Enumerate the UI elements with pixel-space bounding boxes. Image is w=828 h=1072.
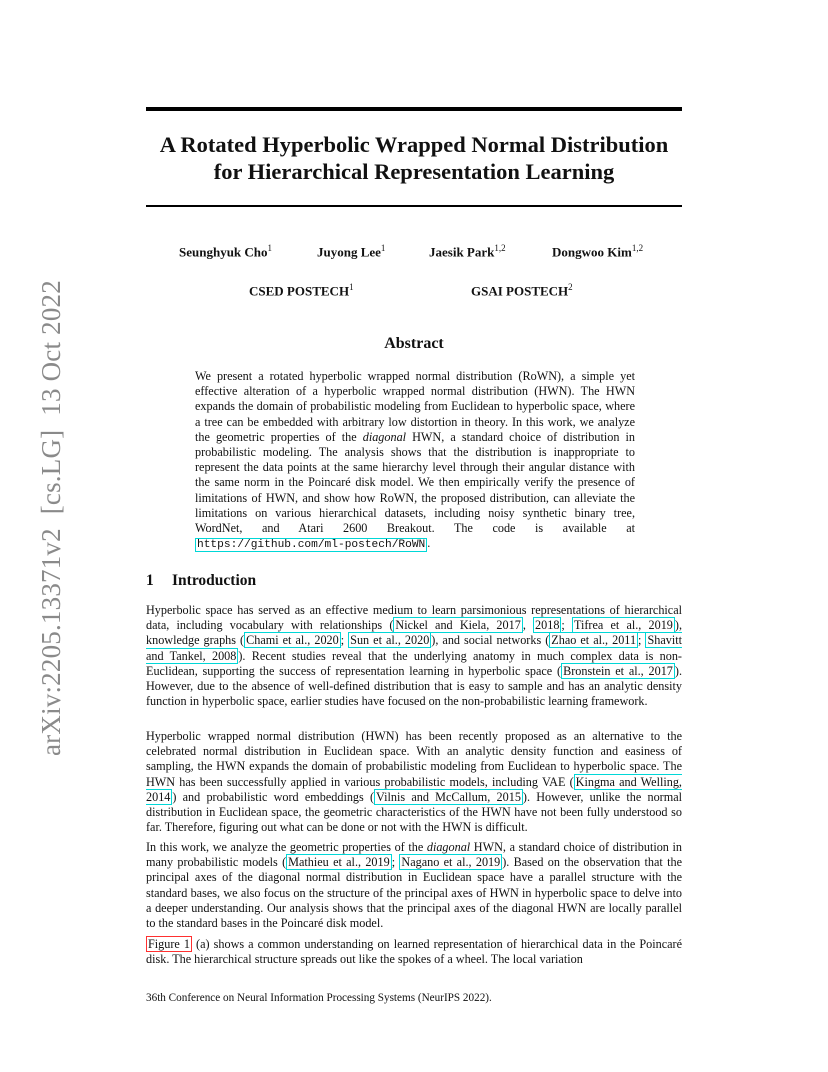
citation-link[interactable]: Vilnis and McCallum, 2015 [376,789,521,804]
intro-paragraph-2 [146,729,682,835]
abstract-body [195,369,635,553]
paragraph-text: ). Recent studies reveal that the underlying anatomy in much complex data is non-Euclidean, supporting the success of representation learning in hyperbolic space ( [146,648,682,678]
affiliation-1 [249,282,354,299]
arxiv-identifier-stamp: arXiv:2205.13371v2 [cs.LG] 13 Oct 2022 [36,280,66,756]
citation-link[interactable]: Bronstein et al., 2017 [563,663,673,678]
intro-paragraph-4 [146,937,682,967]
author-2 [317,243,385,260]
paragraph-text: ), and social networks ( [431,633,550,648]
author-name: Seunghyuk Cho [179,244,268,260]
title-line-2: for Hierarchical Representation Learning [213,159,615,184]
author-name: Juyong Lee [317,244,381,260]
abstract-text: . [427,536,431,551]
paragraph-text: ) and probabilistic word embeddings ( [172,789,375,804]
citation-link[interactable]: Shavitt and Tankel, 2008 [146,633,683,663]
citation-link[interactable]: Nickel and Kiela, 2017 [395,618,521,633]
paragraph-text: ), knowledge graphs ( [146,618,682,648]
title-top-rule [146,107,682,111]
citation-link[interactable]: Mathieu et al., 2019 [288,855,390,870]
affiliation-mark: 2 [568,282,573,292]
author-affiliation-mark: 1,2 [631,243,644,253]
paragraph-text: Hyperbolic wrapped normal distribution (HWN) has been recently proposed as an alternative to the celebrated normal distribution in Euclidean space. With an analytic density function and easiness of sampling, the HWN expands the domain of probabilistic modeling from Euclidean to hyperbolic space. The HWN has been successfully applied in various probabilistic models, including VAE ( [146,729,682,789]
author-4 [552,243,643,260]
paragraph-text: In this work, we analyze the geometric properties of the [146,840,427,854]
affiliation-name: CSED POSTECH [249,283,350,299]
code-repository-link[interactable]: https://github.com/ml-postech/RoWN [197,539,426,552]
paragraph-text: ). However, unlike the normal distribution in Euclidean space, the geometric characteristics of the HWN have not been fully understood so far. Therefore, figuring out what can be done or not with the HWN is difficult. [146,789,682,835]
intro-paragraph-1 [146,603,682,709]
author-1 [179,243,272,260]
figure-reference-link[interactable]: Figure 1 [148,937,190,951]
conference-footnote: 36th Conference on Neural Information Processing Systems (NeurIPS 2022). [146,992,492,1004]
paragraph-text: ). Based on the observation that the principal axes of the diagonal normal distribution in Euclidean space have a parallel structure with the standard bases, we also focus on the structure of the principal axes of HWN in hyperbolic space to delve into a deeper understanding. Our analysis shows that the principal axes of the diagonal HWN are locally parallel to the standard bases in the Poincaré disk model. [146,855,682,931]
affiliation-2 [471,282,573,299]
citation-link[interactable]: Kingma and Welling, 2014 [146,774,682,804]
author-affiliation-mark: 1 [380,243,386,253]
paper-title [146,131,682,185]
paragraph-text: ; [391,855,400,870]
author-3 [429,243,506,260]
citation-link[interactable]: Chami et al., 2020 [246,633,339,648]
citation-link[interactable]: Tifrea et al., 2019 [573,618,673,633]
section-number: 1 [146,572,154,589]
paragraph-text: , [522,618,534,633]
affiliation-name: GSAI POSTECH [471,283,569,299]
affiliation-mark: 1 [349,282,354,292]
paragraph-emphasis: diagonal [426,840,471,854]
author-name: Jaesik Park [429,244,495,260]
paragraph-text: ). However, due to the absence of well-defined distribution that is easy to sample and has an analytic density function in hyperbolic space, earlier studies have focused on the non-probabilistic learning framework. [146,663,683,709]
abstract-text: HWN, a standard choice of distribution in probabilistic modeling. The analysis shows that the distribution is inappropriate to represent the data points at the same hierarchy level through their angular distance with the same norm in the Poincaré disk model. We then empirically verify the presence of limitations of HWN, and show how RoWN, the proposed distribution, can alleviate the limitations on various hierarchical datasets, including noisy synthetic binary tree, WordNet, and Atari 2600 Breakout. The code is available at [195,429,636,536]
paragraph-text: ; [561,618,572,633]
paragraph-text: Hyperbolic space has served as an effective medium to learn parsimonious representations of hierarchical data, including vocabulary with relationships ( [146,603,682,633]
abstract-emphasis: diagonal [362,429,407,444]
paragraph-text: HWN, a standard choice of distribution in many probabilistic models ( [146,840,682,870]
author-name: Dongwoo Kim [552,244,632,260]
author-affiliation-mark: 1,2 [494,243,506,253]
intro-paragraph-3 [146,840,682,931]
paragraph-text: ; [638,633,646,648]
section-heading-introduction [146,572,256,590]
paragraph-text: ; [340,633,349,648]
citation-link[interactable]: 2018 [535,618,560,633]
title-bottom-rule [146,205,682,207]
citation-link[interactable]: Nagano et al., 2019 [401,855,501,870]
author-affiliation-mark: 1 [267,243,273,253]
abstract-heading: Abstract [384,335,444,352]
paragraph-text: (a) shows a common understanding on learned representation of hierarchical data in the Poincaré disk. The hierarchical structure spreads out like the spokes of a wheel. The local variation [146,937,683,967]
citation-link[interactable]: Sun et al., 2020 [350,633,430,648]
citation-link[interactable]: Zhao et al., 2011 [551,633,637,648]
abstract-text: We present a rotated hyperbolic wrapped normal distribution (RoWN), a simple yet effective alteration of a hyperbolic wrapped normal distribution (HWN). The HWN expands the domain of probabilistic modeling from Euclidean to hyperbolic space, where a tree can be embedded with arbitrary low distortion in theory. In this work, we analyze the geometric properties of the [195,369,635,444]
section-title: Introduction [172,572,257,589]
title-line-1: A Rotated Hyperbolic Wrapped Normal Distribution [159,132,669,157]
